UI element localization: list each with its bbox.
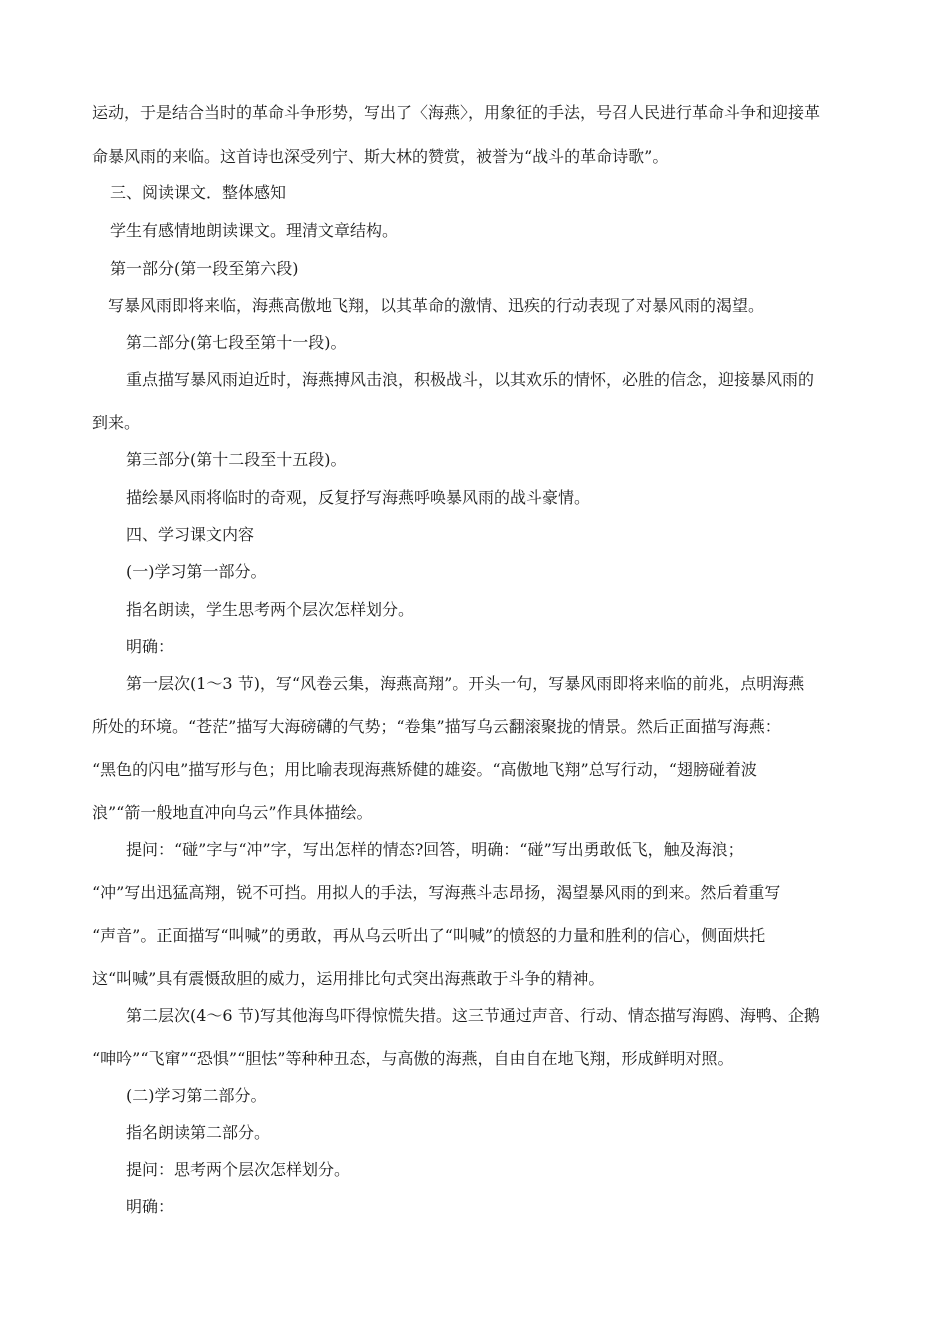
text-line: 描绘暴风雨将临时的奇观，反复抒写海燕呼唤暴风雨的战斗豪情。: [126, 488, 591, 507]
text-line: 浪”“箭一般地直冲向乌云”作具体描绘。: [92, 803, 373, 822]
part-heading: 第一部分(第一段至第六段): [110, 259, 299, 278]
section-heading: 四、学习课文内容: [126, 525, 255, 544]
text-line: 明确：: [126, 637, 175, 656]
text-line: 明确：: [126, 1197, 175, 1216]
text-line: 运动，于是结合当时的革命斗争形势，写出了〈海燕〉，用象征的手法，号召人民进行革命斗争和迎接革: [92, 103, 821, 122]
text-line: 指名朗读，学生思考两个层次怎样划分。: [126, 600, 415, 619]
section-heading: 三、阅读课文．整体感知: [110, 183, 287, 202]
part-heading: 第二部分(第七段至第十一段)。: [126, 333, 347, 352]
text-line: 重点描写暴风雨迫近时，海燕搏风击浪，积极战斗，以其欢乐的情怀，必胜的信念，迎接暴风雨的: [126, 370, 815, 389]
text-line: 第一层次(1～3 节)，写“风卷云集，海燕高翔”。开头一句，写暴风雨即将来临的前兆，点明海燕: [126, 674, 805, 693]
text-line: 到来。: [92, 413, 141, 432]
text-line: 提问：“碰”字与“冲”字，写出怎样的情态?回答，明确：“碰”写出勇敢低飞，触及海浪；: [126, 840, 744, 859]
text-line: 所处的环境。“苍茫”描写大海磅礴的气势；“卷集”描写乌云翻滚聚拢的情景。然后正面描写海燕：: [92, 717, 781, 736]
part-heading: 第三部分(第十二段至十五段)。: [126, 450, 347, 469]
text-line: “声音”。正面描写“叫喊”的勇敢，再从乌云听出了“叫喊”的愤怒的力量和胜利的信心，侧面烘托: [92, 926, 766, 945]
text-line: 这“叫喊”具有震慑敌胆的威力，运用排比句式突出海燕敢于斗争的精神。: [92, 969, 605, 988]
text-line: 命暴风雨的来临。这首诗也深受列宁、斯大林的赞赏，被誉为“战斗的革命诗歌”。: [92, 147, 669, 166]
text-line: 提问：思考两个层次怎样划分。: [126, 1160, 351, 1179]
text-line: 指名朗读第二部分。: [126, 1123, 271, 1142]
subsection-heading: (一)学习第一部分。: [126, 562, 267, 581]
text-line: 第二层次(4～6 节)写其他海鸟吓得惊慌失措。这三节通过声音、行动、情态描写海鸥、海鸭、企鹅: [126, 1006, 820, 1025]
subsection-heading: (二)学习第二部分。: [126, 1086, 267, 1105]
text-line: 写暴风雨即将来临，海燕高傲地飞翔，以其革命的激情、迅疾的行动表现了对暴风雨的渴望。: [108, 296, 765, 315]
text-line: “黑色的闪电”描写形与色；用比喻表现海燕矫健的雄姿。“高傲地飞翔”总写行动，“翅膀碰着波: [92, 760, 757, 779]
text-line: “呻吟”“飞窜”“恐惧”“胆怯”等种种丑态，与高傲的海燕，自由自在地飞翔，形成鲜明对照。: [92, 1049, 734, 1068]
text-line: “冲”写出迅猛高翔，锐不可挡。用拟人的手法，写海燕斗志昂扬，渴望暴风雨的到来。然后着重写: [92, 883, 781, 902]
text-line: 学生有感情地朗读课文。理清文章结构。: [110, 221, 399, 240]
